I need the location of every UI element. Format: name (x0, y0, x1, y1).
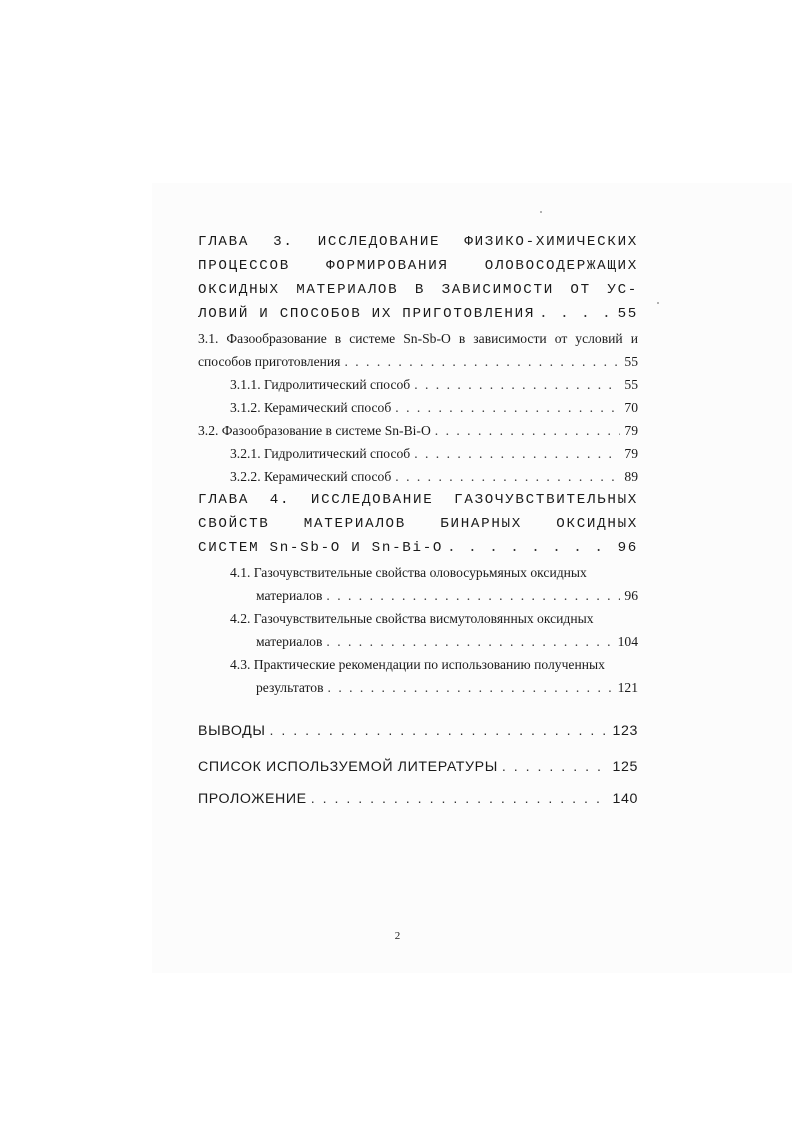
section-4-1-line-2-text: материалов (256, 588, 323, 603)
section-4-1-page: 96 (624, 588, 638, 603)
section-4-1-line-2 (230, 584, 638, 607)
dot-leader (414, 442, 620, 465)
dot-leader (435, 419, 621, 442)
toc-section-3-1-2 (198, 396, 638, 419)
chapter-3-line-1: ГЛАВА 3. ИССЛЕДОВАНИЕ ФИЗИКО-ХИМИЧЕСКИХ (198, 234, 638, 250)
section-3-1-2-label: 3.1.2. Керамический способ (230, 400, 392, 415)
dot-leader (447, 536, 613, 560)
dot-leader (395, 465, 620, 488)
toc-section-4-3 (198, 653, 638, 699)
conclusions-page: 123 (612, 723, 638, 739)
dot-leader (311, 787, 609, 811)
section-4-2-line-2 (230, 630, 638, 653)
dot-leader (539, 302, 614, 326)
chapter-3-line-3: ОКСИДНЫХ МАТЕРИАЛОВ В ЗАВИСИМОСТИ ОТ УС- (198, 282, 638, 298)
toc-conclusions (198, 719, 638, 743)
section-3-2-page: 79 (624, 423, 638, 438)
toc-appendix (198, 787, 638, 811)
toc-section-3-1 (198, 327, 638, 373)
section-4-2-line-2-text: материалов (256, 634, 323, 649)
section-3-1-line-1: 3.1. Фазообразование в системе Sn-Sb-O в зависимости от условий и (198, 331, 638, 346)
dot-leader (502, 755, 609, 779)
toc-references (198, 755, 638, 779)
section-3-2-1-page: 79 (624, 446, 638, 461)
section-4-2-page: 104 (617, 634, 638, 649)
toc-section-3-2-1 (198, 442, 638, 465)
chapter-3-line-4 (198, 302, 638, 326)
scan-speck (540, 211, 542, 213)
dot-leader (326, 584, 620, 607)
toc-chapter-3 (198, 230, 638, 326)
dot-leader (328, 676, 614, 699)
section-3-1-2-page: 70 (624, 400, 638, 415)
section-3-2-2-page: 89 (624, 469, 638, 484)
chapter-4-line-1: ГЛАВА 4. ИССЛЕДОВАНИЕ ГАЗОЧУВСТВИТЕЛЬНЫХ (198, 492, 638, 508)
page-number: 2 (394, 930, 401, 942)
section-3-2-2-label: 3.2.2. Керамический способ (230, 469, 392, 484)
toc-section-4-1 (198, 561, 638, 607)
dot-leader (326, 630, 613, 653)
section-3-2-1-label: 3.2.1. Гидролитический способ (230, 446, 411, 461)
toc-section-4-2 (198, 607, 638, 653)
chapter-4-line-2: СВОЙСТВ МАТЕРИАЛОВ БИНАРНЫХ ОКСИДНЫХ (198, 516, 638, 532)
toc-section-3-2 (198, 419, 638, 442)
references-label: СПИСОК ИСПОЛЬЗУЕМОЙ ЛИТЕРАТУРЫ (198, 759, 498, 775)
section-3-1-1-label: 3.1.1. Гидролитический способ (230, 377, 411, 392)
section-4-3-line-2 (230, 676, 638, 699)
toc-section-3-1-1 (198, 373, 638, 396)
section-3-1-page: 55 (624, 354, 638, 369)
chapter-3-page: 55 (617, 306, 638, 322)
section-3-2-label: 3.2. Фазообразование в системе Sn-Bi-O (198, 423, 431, 438)
dot-leader (395, 396, 620, 419)
section-4-3-page: 121 (617, 680, 638, 695)
section-3-1-line-2 (198, 350, 638, 373)
appendix-label: ПРОЛОЖЕНИЕ (198, 791, 307, 807)
scan-speck (657, 302, 659, 304)
appendix-page: 140 (612, 791, 638, 807)
chapter-4-line-3 (198, 536, 638, 560)
chapter-3-line-2: ПРОЦЕССОВ ФОРМИРОВАНИЯ ОЛОВОСОДЕРЖАЩИХ (198, 258, 638, 274)
chapter-4-page: 96 (617, 540, 638, 556)
section-3-1-1-page: 55 (624, 377, 638, 392)
section-4-2-line-1: 4.2. Газочувствительные свойства висмутоловянных оксидных (230, 611, 594, 626)
chapter-3-last-line: ЛОВИЙ И СПОСОБОВ ИХ ПРИГОТОВЛЕНИЯ (198, 306, 536, 322)
section-4-3-line-1: 4.3. Практические рекомендации по использованию полученных (230, 657, 605, 672)
references-page: 125 (612, 759, 638, 775)
conclusions-label: ВЫВОДЫ (198, 723, 266, 739)
chapter-4-last-line: СИСТЕМ Sn-Sb-O И Sn-Bi-O (198, 540, 444, 556)
toc-chapter-4 (198, 488, 638, 560)
table-of-contents (198, 230, 638, 811)
section-3-1-line-2-text: способов приготовления (198, 354, 341, 369)
dot-leader (344, 350, 620, 373)
dot-leader (414, 373, 620, 396)
dot-leader (270, 719, 609, 743)
toc-section-3-2-2 (198, 465, 638, 488)
section-4-3-line-2-text: результатов (256, 680, 324, 695)
section-4-1-line-1: 4.1. Газочувствительные свойства оловосурьмяных оксидных (230, 565, 587, 580)
